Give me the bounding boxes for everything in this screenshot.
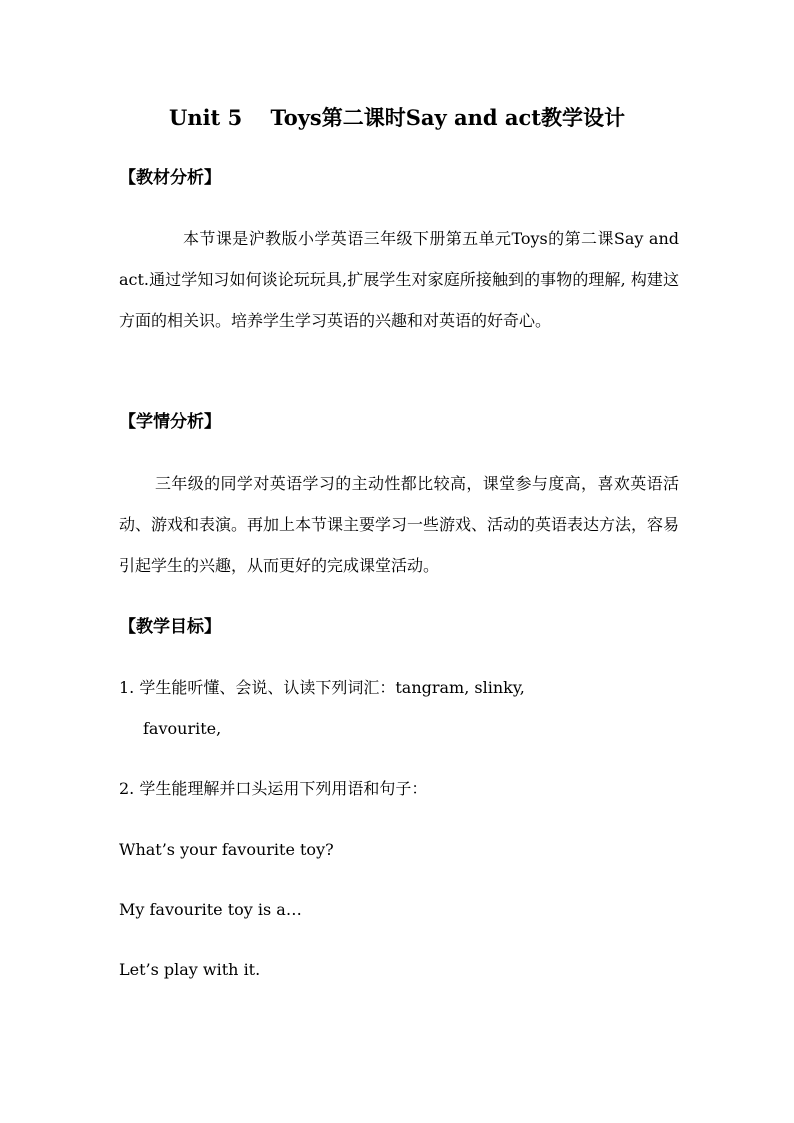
paragraph-textbook-analysis: [119, 218, 679, 341]
paragraph-learner-analysis: [119, 463, 679, 586]
sentence-2: My favourite toy is a…: [119, 900, 302, 919]
sentence-3: Let’s play with it.: [119, 960, 261, 979]
goal-item-1-continued: favourite,: [143, 719, 222, 738]
heading-textbook-analysis: 【教材分析】: [119, 168, 221, 188]
heading-learner-analysis: 【学情分析】: [119, 412, 221, 432]
heading-teaching-goals: 【教学目标】: [119, 617, 221, 637]
paragraph-text: 三年级的同学对英语学习的主动性都比较高，课堂参与度高，喜欢英语活动、游戏和表演。再加上本节课主要学习一些游戏、活动的英语表达方法，容易引起学生的兴趣，从而更好的完成课堂活动。: [119, 474, 680, 575]
paragraph-text: 本节课是沪教版小学英语三年级下册第五单元Toys的第二课Say and act.通过学知习如何谈论玩玩具,扩展学生对家庭所接触到的事物的理解, 构建这方面的相关识。培养学生学习英语的兴趣和对英语的好奇心。: [119, 229, 679, 330]
document-title: Unit 5 Toys第二课时Say and act教学设计: [169, 105, 625, 130]
goal-item-2: 2. 学生能理解并口头运用下列用语和句子：: [119, 779, 428, 798]
goal-item-1: 1. 学生能听懂、会说、认读下列词汇：tangram, slinky,: [119, 678, 525, 697]
sentence-1: What’s your favourite toy?: [119, 840, 334, 859]
